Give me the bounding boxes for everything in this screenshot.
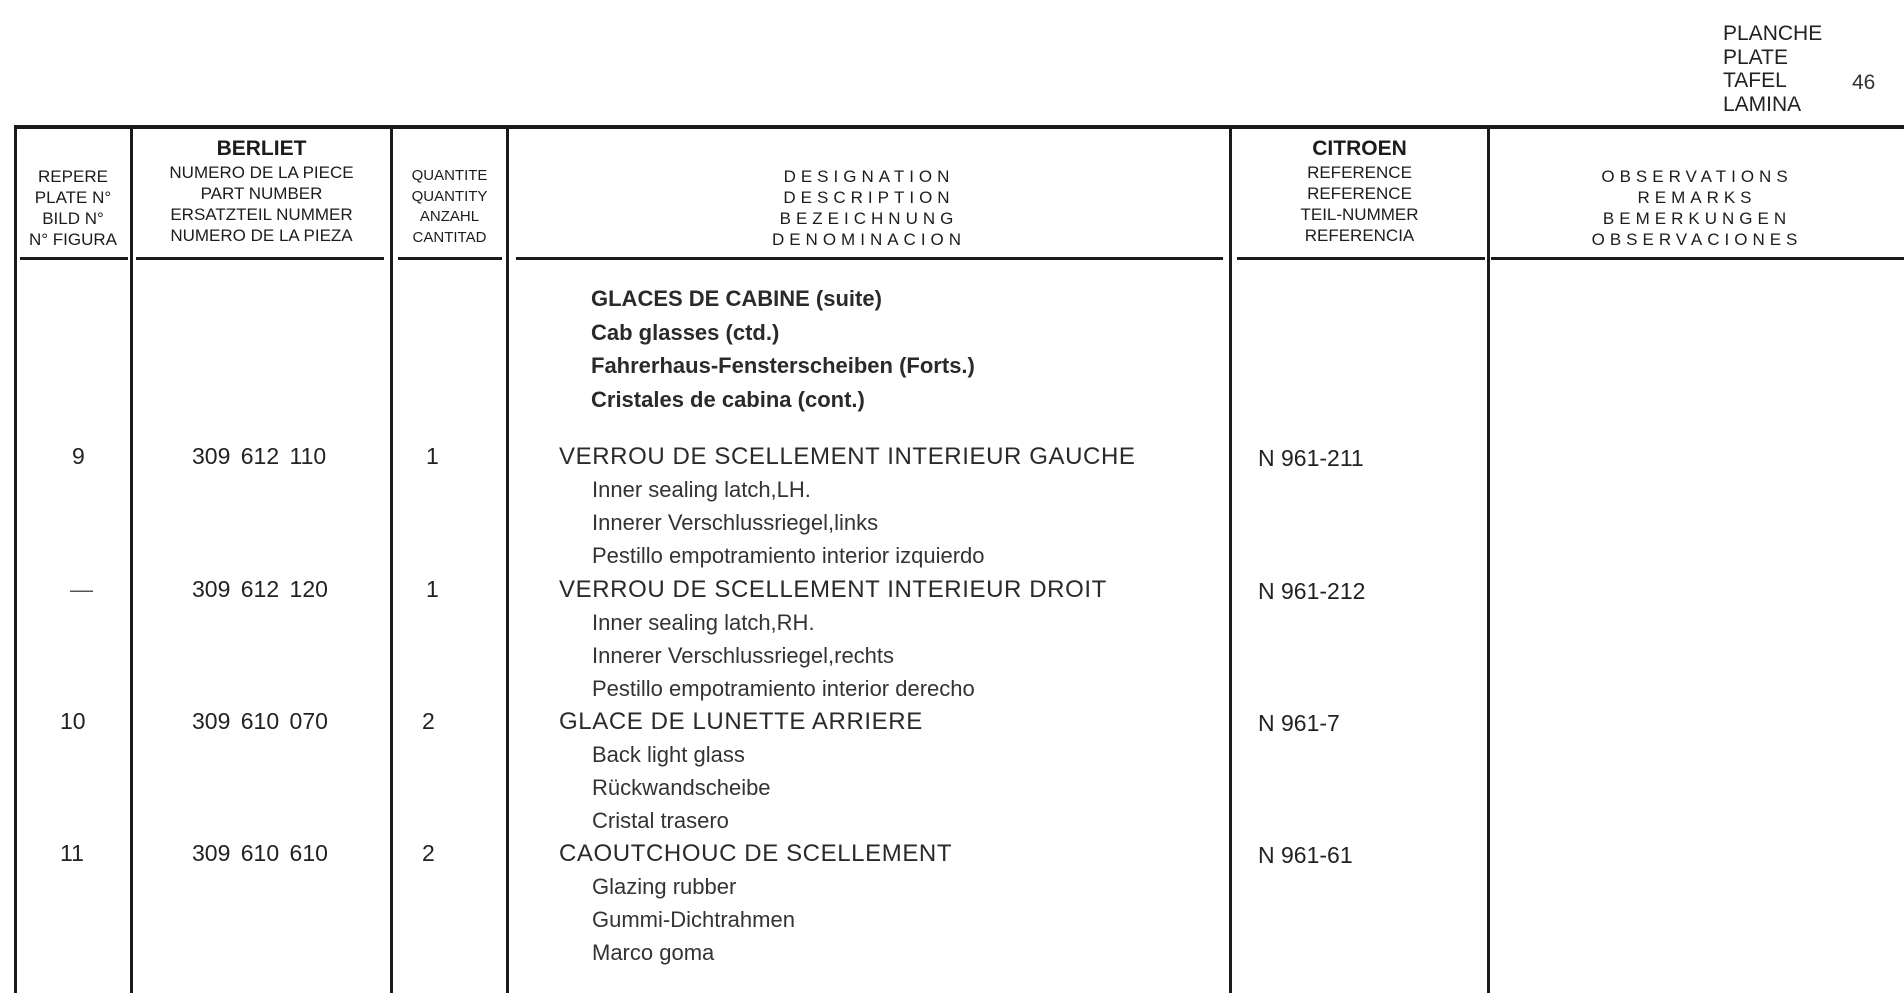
header-observations: OBSERVATIONS REMARKS BEMERKUNGEN OBSERVACIONES bbox=[1591, 167, 1803, 249]
table-left-border bbox=[14, 127, 17, 993]
plate-label-es: LAMINA bbox=[1723, 92, 1802, 116]
table-row-repere: 11 bbox=[60, 840, 84, 866]
header-bottom-rule-4 bbox=[516, 257, 1223, 260]
table-row-designation: VERROU DE SCELLEMENT INTERIEUR GAUCHE Inner sealing latch,LH. Innerer Verschlussriegel,links Pestillo empotramiento interior izquierdo bbox=[559, 443, 1136, 568]
header-bottom-rule-6 bbox=[1491, 257, 1904, 260]
plate-number: 46 bbox=[1852, 71, 1876, 94]
plate-label-de: TAFEL bbox=[1723, 69, 1787, 92]
table-row-repere: 9 bbox=[72, 443, 85, 469]
citroen-brand: CITROEN bbox=[1312, 137, 1407, 160]
plate-label-en: PLATE bbox=[1723, 45, 1788, 69]
table-row-reference: N 961-211 bbox=[1258, 445, 1364, 471]
header-bottom-rule-5 bbox=[1237, 257, 1485, 260]
plate-label-fr: PLANCHE bbox=[1723, 22, 1823, 45]
table-row-reference: N 961-212 bbox=[1258, 578, 1366, 604]
table-row-designation: GLACE DE LUNETTE ARRIERE Back light glass Rückwandscheibe Cristal trasero bbox=[559, 708, 923, 833]
header-designation: DESIGNATION DESCRIPTION BEZEICHNUNG DENOMINACION bbox=[771, 167, 967, 249]
header-berliet: BERLIET NUMERO DE LA PIECE PART NUMBER ERSATZTEIL NUMMER NUMERO DE LA PIEZA bbox=[133, 136, 390, 246]
column-divider-2 bbox=[390, 127, 393, 993]
header-bottom-rule-1 bbox=[20, 257, 128, 260]
header-bottom-rule-3 bbox=[398, 257, 502, 260]
table-row-reference: N 961-7 bbox=[1258, 710, 1340, 736]
table-row-repere: — bbox=[70, 576, 93, 602]
table-row-repere: 10 bbox=[60, 708, 86, 734]
plate-label bbox=[1723, 22, 1822, 116]
column-divider-5 bbox=[1487, 127, 1490, 993]
column-divider-1 bbox=[130, 127, 133, 993]
section-title: GLACES DE CABINE (suite) Cab glasses (ctd.) Fahrerhaus-Fensterscheiben (Forts.) Cristales de cabina (cont.) bbox=[591, 286, 975, 412]
header-quantite: QUANTITE QUANTITY ANZAHL CANTITAD bbox=[411, 167, 488, 246]
table-row-quantity: 1 bbox=[426, 576, 439, 602]
table-row-reference: N 961-61 bbox=[1258, 842, 1353, 868]
table-top-rule bbox=[14, 125, 1904, 129]
column-divider-4 bbox=[1229, 127, 1232, 993]
table-row-part-number: 309 612 110 bbox=[192, 443, 327, 469]
header-bottom-rule-2 bbox=[136, 257, 384, 260]
header-citroen: CITROEN REFERENCE REFERENCE TEIL-NUMMER REFERENCIA bbox=[1232, 136, 1487, 246]
table-row-part-number: 309 610 070 bbox=[192, 708, 328, 734]
table-row-part-number: 309 612 120 bbox=[192, 576, 328, 602]
table-row-quantity: 1 bbox=[426, 443, 439, 469]
table-row-designation: VERROU DE SCELLEMENT INTERIEUR DROIT Inner sealing latch,RH. Innerer Verschlussriegel,rechts Pestillo empotramiento interior derecho bbox=[559, 576, 1107, 701]
berliet-brand: BERLIET bbox=[216, 137, 307, 160]
column-divider-3 bbox=[506, 127, 509, 993]
table-row-quantity: 2 bbox=[422, 708, 435, 734]
header-repere: REPERE PLATE N° BILD N° N° FIGURA bbox=[28, 167, 118, 249]
table-row-part-number: 309 610 610 bbox=[192, 840, 328, 866]
table-row-quantity: 2 bbox=[422, 840, 435, 866]
table-row-designation: CAOUTCHOUC DE SCELLEMENT Glazing rubber Gummi-Dichtrahmen Marco goma bbox=[559, 840, 953, 965]
